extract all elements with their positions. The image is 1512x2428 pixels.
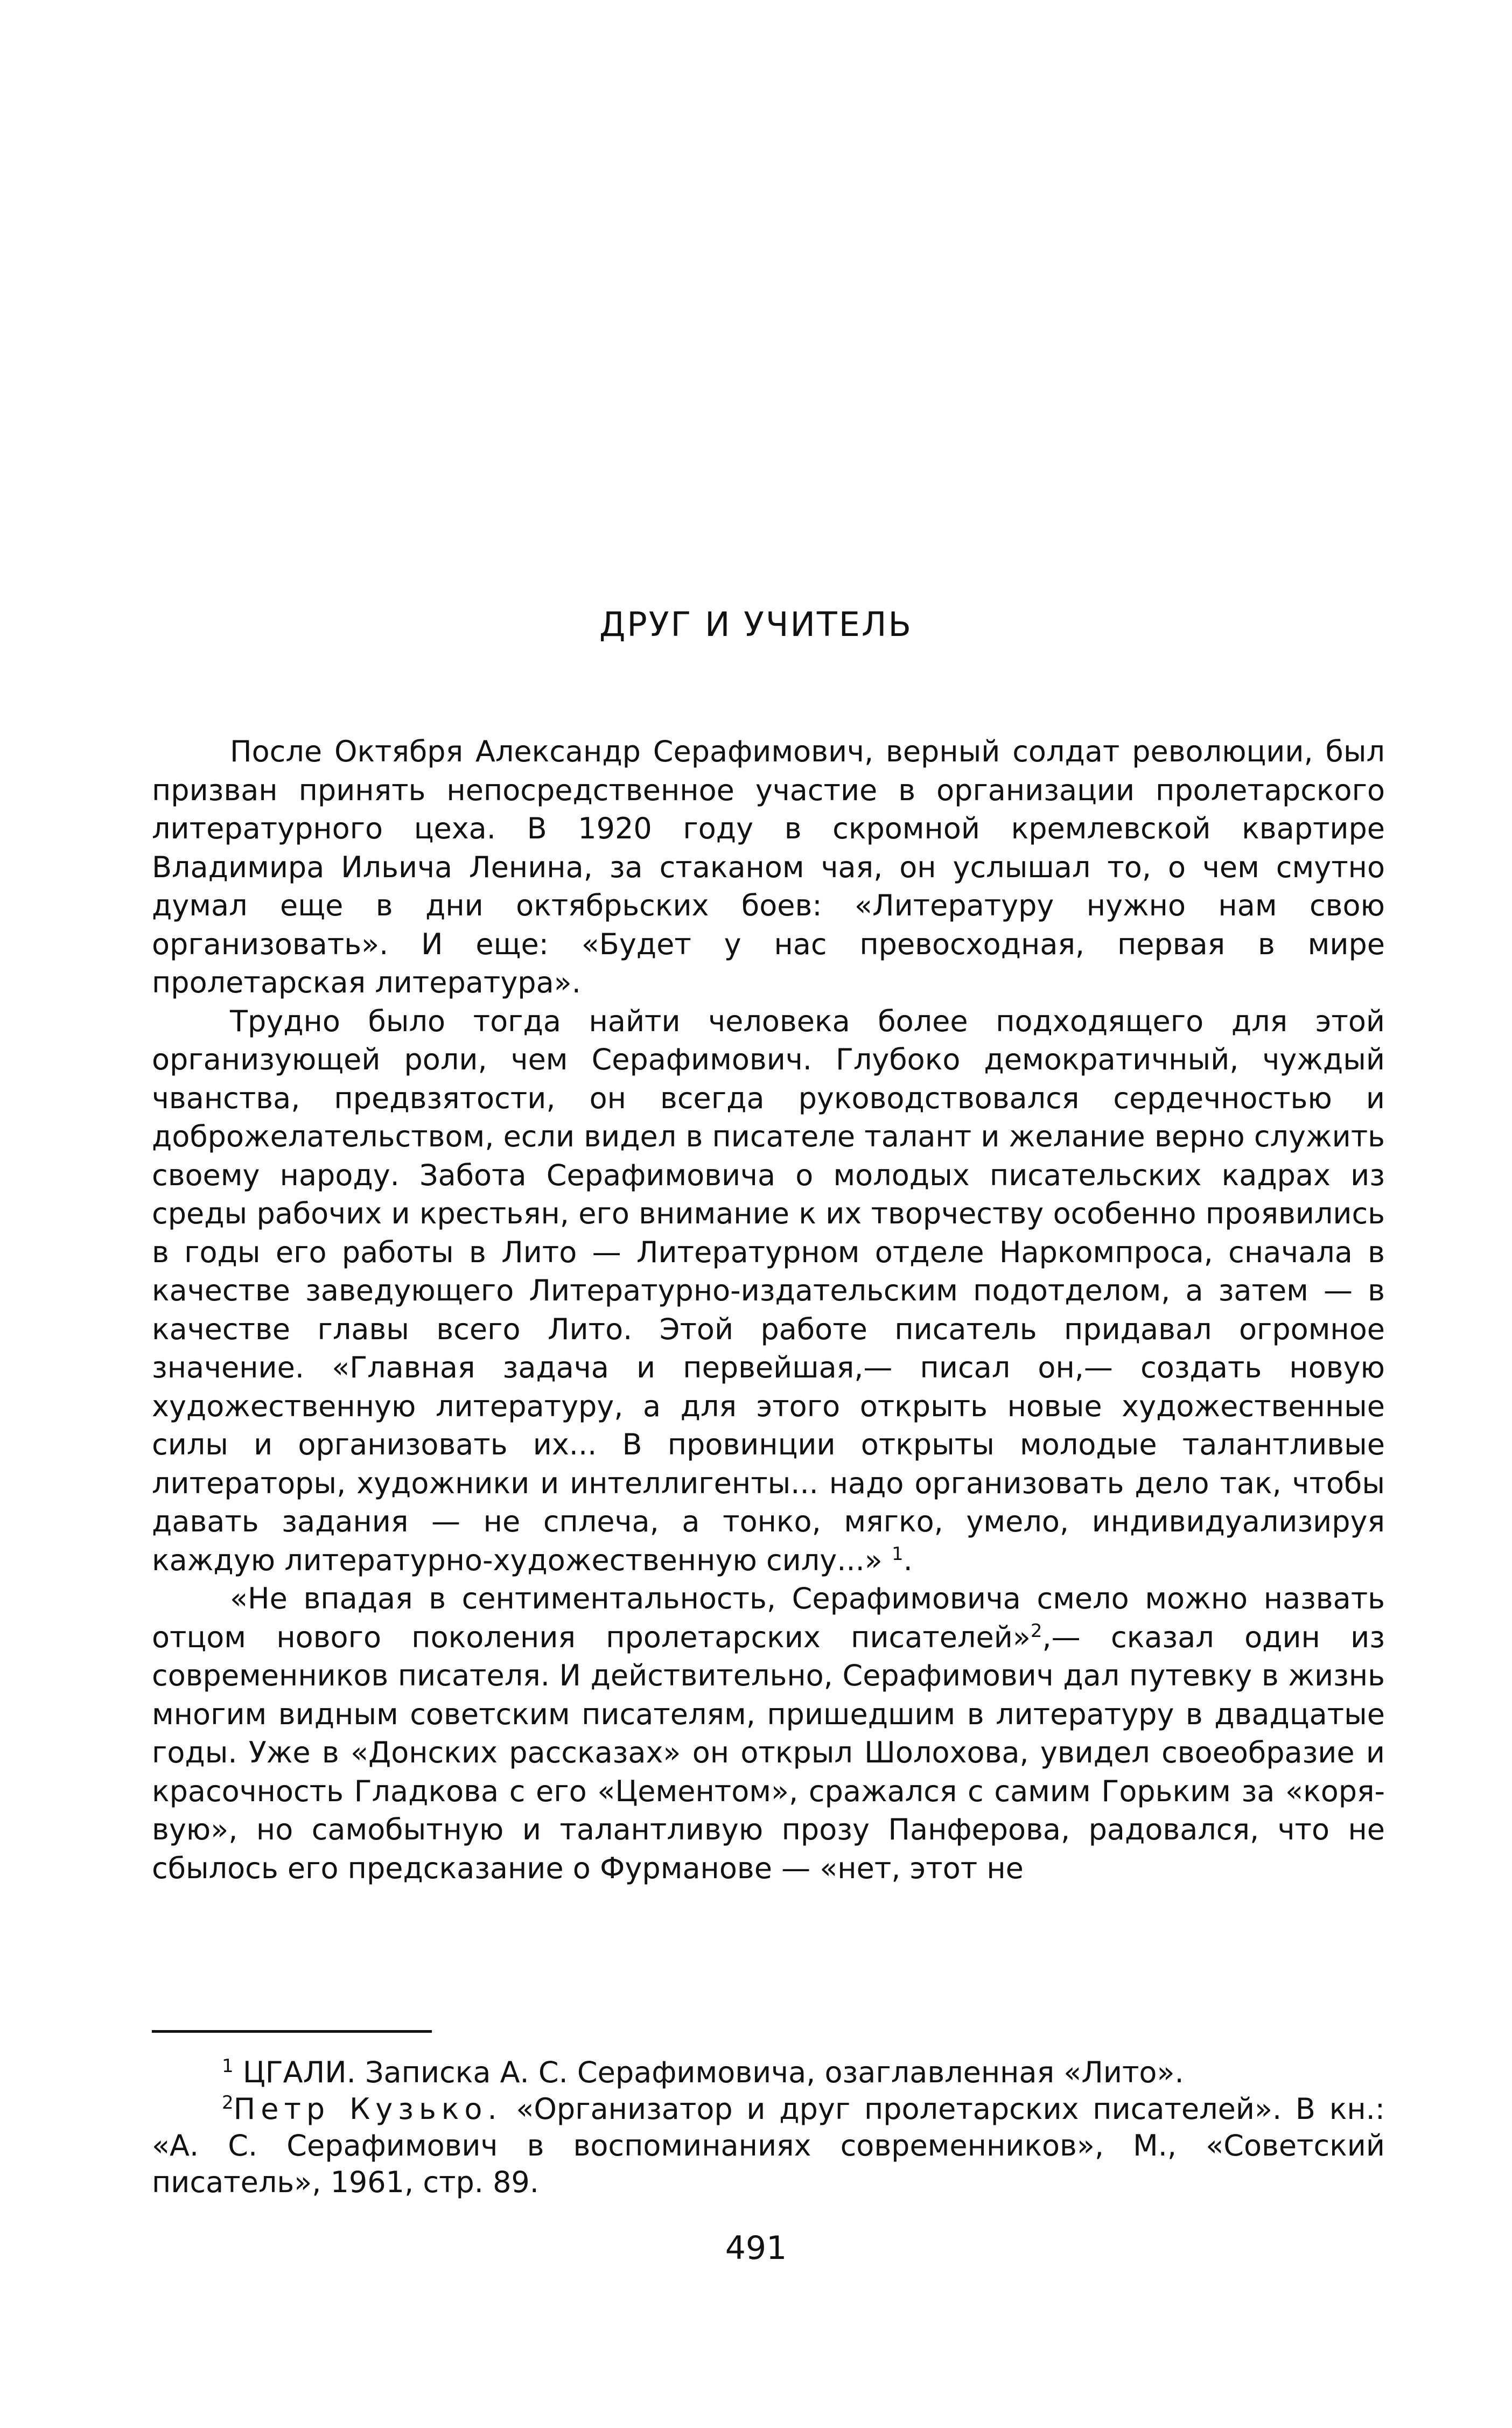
paragraph-3 — [152, 1579, 1385, 1887]
main-text — [152, 732, 1385, 1887]
paragraph-1: После Октября Александр Серафимович, верный солдат революции, был призван принять непосредственное участие в организации пролетарского литературного цеха. В 1920 году в скромной кремлевской квартире Владимира Ильича Ленина, за стаканом чая, он услышал то, о чем смутно думал еще в дни октябрьских боев: «Литературу нужно нам свою организовать». И еще: «Будет у нас превосходная, первая в мире пролетарская литература». — [152, 734, 1385, 999]
footnote-1-mark: 1 — [222, 2055, 234, 2077]
footnote-2-mark: 2 — [222, 2092, 234, 2114]
footnotes — [152, 2054, 1385, 2201]
paragraph-3-text-a: «Не впадая в сентиментальность, Серафимовича смело можно назвать отцом нового поколения пролетарских писателей» — [152, 1582, 1385, 1654]
paragraph-3-text-b: ,— сказал один из современников писателя. И действительно, Серафимович дал путевку в жизнь многим видным советским писателям, пришедшим в литературу в двадцатые годы. Уже в «Донских рассказах» он открыл Шолохова, увидел своеобразие и красочность Гладкова с его «Цементом», сражался с самим Горьким за «корявую», но самобытную и талантливую прозу Панферова, радовался, что не сбылось его предсказание о Фурманове — «нет, этот не — [152, 1620, 1385, 1885]
footnote-2-author: Петр Кузько. — [233, 2092, 502, 2126]
footnote-2 — [152, 2091, 1385, 2201]
footnote-2-text: «Организатор и друг пролетарских писателей». В кн.: «А. С. Серафимович в воспоминаниях современников», М., «Советский писатель», 1961, стр. 89. — [152, 2092, 1385, 2199]
footnote-divider — [152, 2030, 432, 2033]
chapter-title: ДРУГ И УЧИТЕЛЬ — [599, 605, 913, 644]
footnote-ref-1: 1 — [891, 1543, 904, 1565]
page-number: 491 — [725, 2229, 787, 2267]
footnote-1-text: ЦГАЛИ. Записка А. С. Серафимовича, озаглавленная «Лито». — [242, 2055, 1184, 2089]
footnote-1 — [152, 2054, 1385, 2091]
paragraph-2: Трудно было тогда найти человека более подходящего для этой организующей роли, чем Серафимович. Глубоко демократичный, чуждый чванства, предвзятости, он всегда руководствовался сердечностью и доброжелательством, если видел в писателе талант и желание верно служить своему народу. Забота Серафимовича о молодых писательских кадрах из среды рабочих и крестьян, его внимание к их творчеству особенно проявились в годы его работы в Лито — Литературном отделе Наркомпроса, сначала в качестве заведующего Литературно-издательским подотделом, а затем — в качестве главы всего Лито. Этой работе писатель придавал огромное значение. «Главная задача и первейшая,— писал он,— создать новую художественную литературу, а для этого открыть новые художественные силы и организовать их... В провинции открыты молодые талантливые литераторы, художники и интеллигенты... надо организовать дело так, чтобы давать задания — не сплеча, а тонко, мягко, умело, индивидуализируя каждую литературно-художественную силу...» $^1$. — [152, 1004, 1385, 1577]
footnote-ref-2: 2 — [1030, 1620, 1042, 1642]
paragraph-2-text: Трудно было тогда найти человека более подходящего для этой организующей роли, чем Серафимович. Глубоко демократичный, чуждый чванства, предвзятости, он всегда руководствовался сердечностью и доброжелательством, если видел в писателе талант и желание верно служить своему народу. Забота Серафимовича о молодых писательских кадрах из среды рабочих и крестьян, его внимание к их творчеству особенно проявились в годы его работы в Лито — Литературном отделе Наркомпроса, сначала в качестве заведующего Литературно-издательским подотделом, а затем — в качестве главы всего Лито. Этой работе писатель придавал огромное значение. «Главная задача и первейшая,— писал он,— создать новую художественную литературу, а для этого открыть новые художественные силы и организовать их... В провинции открыты молодые талантливые литераторы, художники и интеллигенты... надо организовать дело так, чтобы давать задания — не сплеча, а тонко, мягко, умело, индивидуализируя каждую литературно-художественную силу...» — [152, 1004, 1385, 1577]
